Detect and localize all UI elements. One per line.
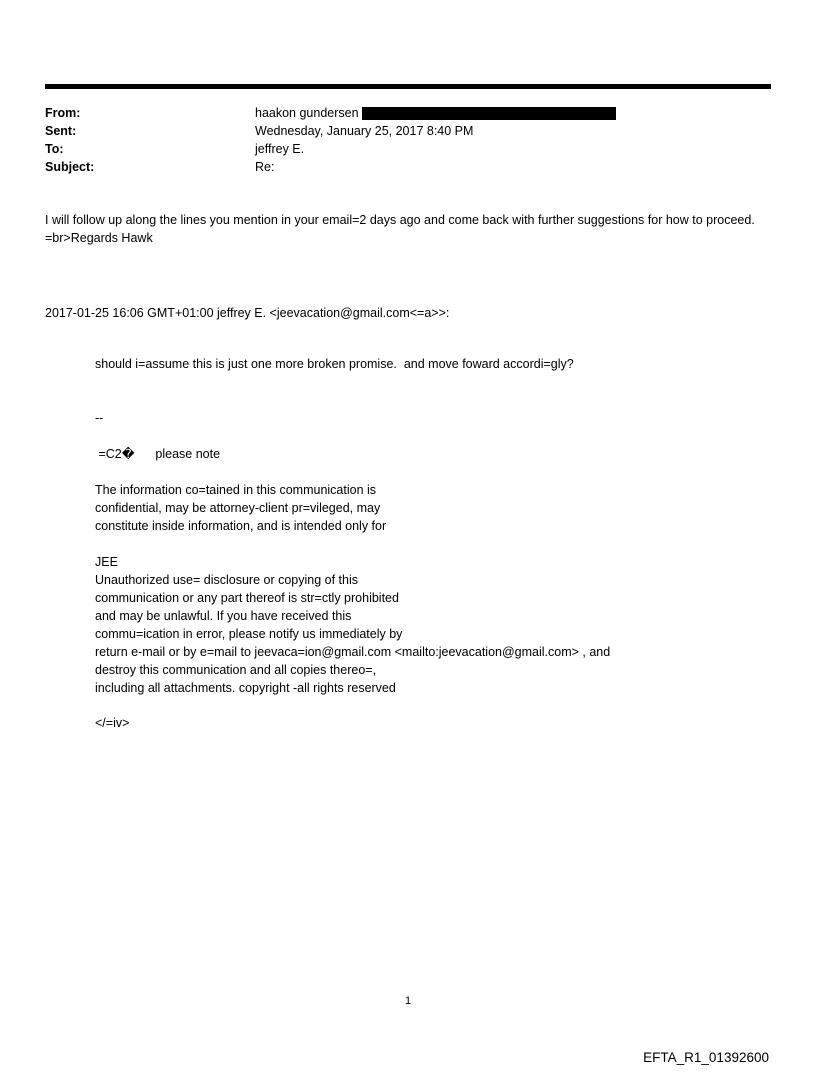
page-number: 1 xyxy=(404,995,412,1007)
bates-number: EFTA_R1_01392600 xyxy=(643,1050,769,1065)
from-value xyxy=(255,104,616,122)
redaction-bar xyxy=(362,107,616,120)
quote-header-text: 2017-01-25 16:06 GMT+01:00 jeffrey E. <jeevacation@gmail.com<=a>>: xyxy=(45,306,450,320)
intro-paragraph-block xyxy=(45,211,771,247)
to-value: jeffrey E. xyxy=(255,142,305,156)
to-label: To: xyxy=(45,142,64,156)
quoted-question: should i=assume this is just one more broken promise. and move foward accordi=gly? xyxy=(95,357,574,371)
disclaimer-block-2 xyxy=(95,571,771,697)
email-header xyxy=(45,104,771,176)
from-label: From: xyxy=(45,106,81,120)
please-note-line: =C2� please note xyxy=(95,447,221,461)
disclaimer-line: communication or any part thereof is str=ctly prohibited xyxy=(95,591,399,605)
disclaimer-line: The information co=tained in this communication is xyxy=(95,483,377,497)
disclaimer-line: Unauthorized use= disclosure or copying of this xyxy=(95,573,358,587)
disclaimer-line: confidential, may be attorney-client pr=vileged, may xyxy=(95,501,381,515)
intro-paragraph: I will follow up along the lines you mention in your email=2 days ago and come back with further suggestions for how to proceed. xyxy=(45,213,755,227)
quoted-question-block xyxy=(95,355,771,373)
signature-separator-block xyxy=(95,409,771,427)
disclaimer-line: destroy this communication and all copies thereo=, xyxy=(95,663,377,677)
closing-tag-block xyxy=(95,714,771,732)
regards-line: =br>Regards Hawk xyxy=(45,231,153,245)
quote-header-line xyxy=(45,304,771,322)
header-row-from xyxy=(45,104,771,122)
from-value-text: haakon gundersen xyxy=(255,106,359,120)
subject-value: Re: xyxy=(255,160,275,174)
header-row-sent xyxy=(45,122,771,140)
signature-separator: -- xyxy=(95,411,104,425)
disclaimer-line: including all attachments. copyright -all rights reserved xyxy=(95,681,396,695)
subject-label: Subject: xyxy=(45,160,95,174)
header-divider-rule xyxy=(45,84,771,89)
closing-tag: </=iv> xyxy=(95,716,130,730)
header-row-to xyxy=(45,140,771,158)
sent-value: Wednesday, January 25, 2017 8:40 PM xyxy=(255,124,474,138)
header-row-subject xyxy=(45,158,771,176)
sent-label: Sent: xyxy=(45,124,77,138)
disclaimer-line: commu=ication in error, please notify us immediately by xyxy=(95,627,403,641)
company-name-block xyxy=(95,553,771,571)
disclaimer-line: and may be unlawful. If you have received this xyxy=(95,609,352,623)
disclaimer-line: constitute inside information, and is intended only for xyxy=(95,519,387,533)
company-name: JEE xyxy=(95,555,118,569)
disclaimer-block-1 xyxy=(95,481,771,535)
please-note-block xyxy=(95,445,771,463)
disclaimer-line: return e-mail or by e=mail to jeevaca=ion@gmail.com <mailto:jeevacation@gmail.com> , and xyxy=(95,645,611,659)
